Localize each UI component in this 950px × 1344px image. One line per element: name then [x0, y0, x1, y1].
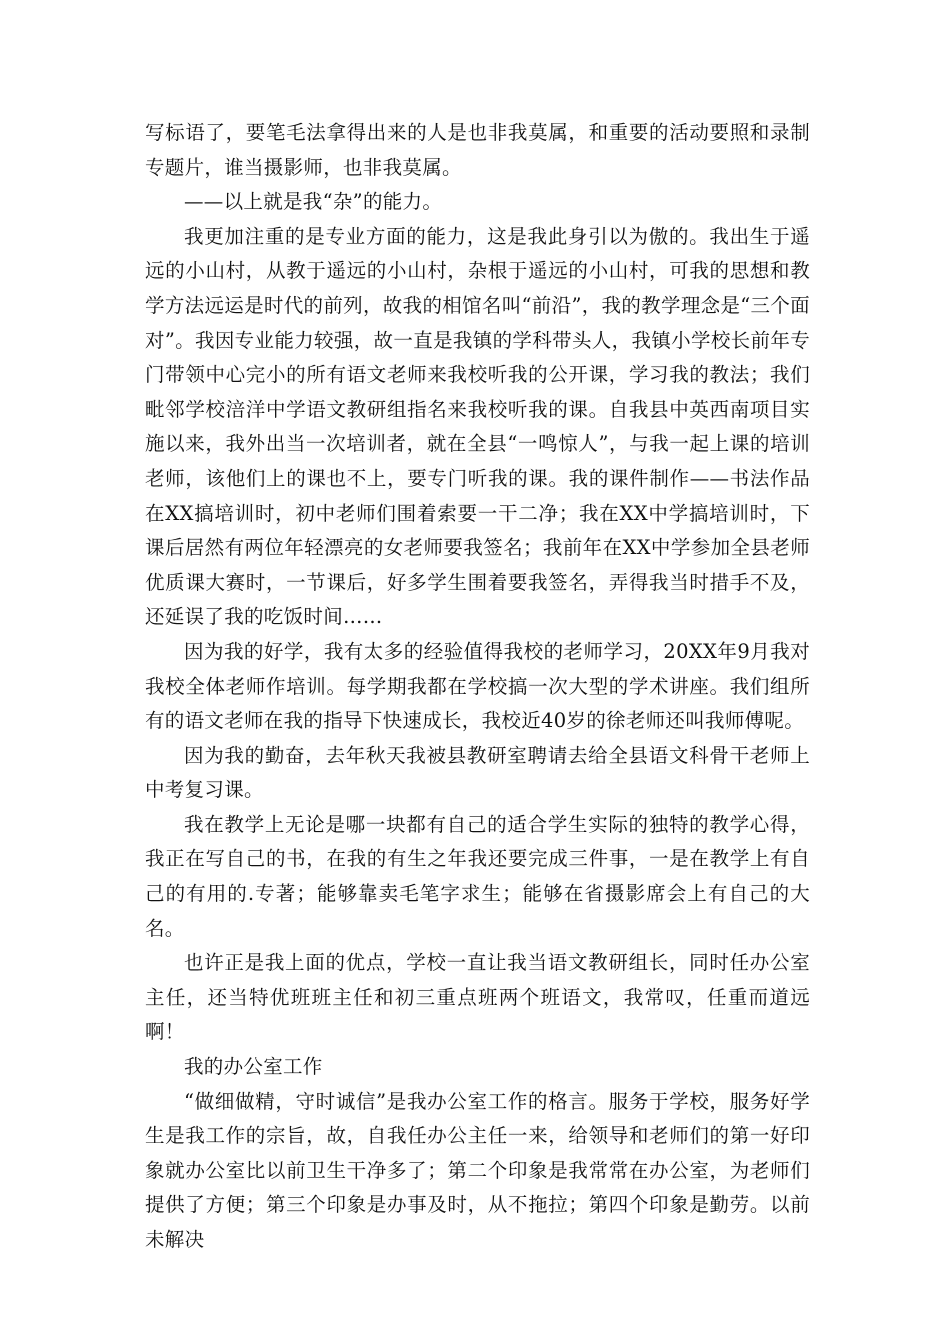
document-body: [145, 116, 810, 1258]
paragraph-5: 因为我的勤奋，去年秋天我被县教研室聘请去给全县语文科骨干老师上中考复习课。: [145, 743, 810, 802]
paragraph-1: 写标语了，要笔毛法拿得出来的人是也非我莫属，和重要的活动要照和录制专题片，谁当摄影师，也非我莫属。: [145, 121, 810, 179]
section-heading-office-work: 我的办公室工作: [184, 1055, 323, 1079]
paragraph-3: 我更加注重的是专业方面的能力，这是我此身引以为傲的。我出生于遥远的小山村，从教于遥远的小山村，杂根于遥远的小山村，可我的思想和教学方法远运是时代的前列，故我的相馆名叫“前沿”，我的教学理念是“三个面对”。我因专业能力较强，故一直是我镇的学科带头人，我镇小学校长前年专门带领中心完小的所有语文老师来我校听我的公开课，学习我的教法；我们毗邻学校涪洋中学语文教研组指名来我校听我的课。自我县中英西南项目实施以来，我外出当一次培训者，就在全县“一鸣惊人”，与我一起上课的培训老师，该他们上的课也不上，要专门听我的课。我的课件制作——书法作品在XX搞培训时，初中老师们围着索要一干二净；我在XX中学搞培训时，下课后居然有两位年轻漂亮的女老师要我签名；我前年在XX中学参加全县老师优质课大赛时，一节课后，好多学生围着要我签名，弄得我当时措手不及，还延误了我的吃饭时间……: [145, 224, 810, 629]
paragraph-2: ——以上就是我“杂”的能力。: [184, 190, 443, 214]
paragraph-4: 因为我的好学，我有太多的经验值得我校的老师学习，20XX年9月我对我校全体老师作培训。每学期我都在学校搞一次大型的学术讲座。我们组所有的语文老师在我的指导下快速成长，我校近40岁的徐老师还叫我师傅呢。: [145, 639, 810, 733]
paragraph-6: 我在教学上无论是哪一块都有自己的适合学生实际的独特的教学心得，我正在写自己的书，在我的有生之年我还要完成三件事，一是在教学上有自己的有用的.专著；能够靠卖毛笔字求生；能够在省摄影席会上有自己的大名。: [145, 812, 810, 940]
paragraph-9: “做细做精，守时诚信”是我办公室工作的格言。服务于学校，服务好学生是我工作的宗旨，故，自我任办公主任一来，给领导和老师们的第一好印象就办公室比以前卫生干净多了；第二个印象是我常常在办公室，为老师们提供了方便；第三个印象是办事及时，从不拖拉；第四个印象是勤劳。以前未解决: [145, 1089, 810, 1251]
paragraph-7: 也许正是我上面的优点，学校一直让我当语文教研组长，同时任办公室主任，还当特优班班主任和初三重点班两个班语文，我常叹，任重而道远啊！: [145, 951, 810, 1044]
